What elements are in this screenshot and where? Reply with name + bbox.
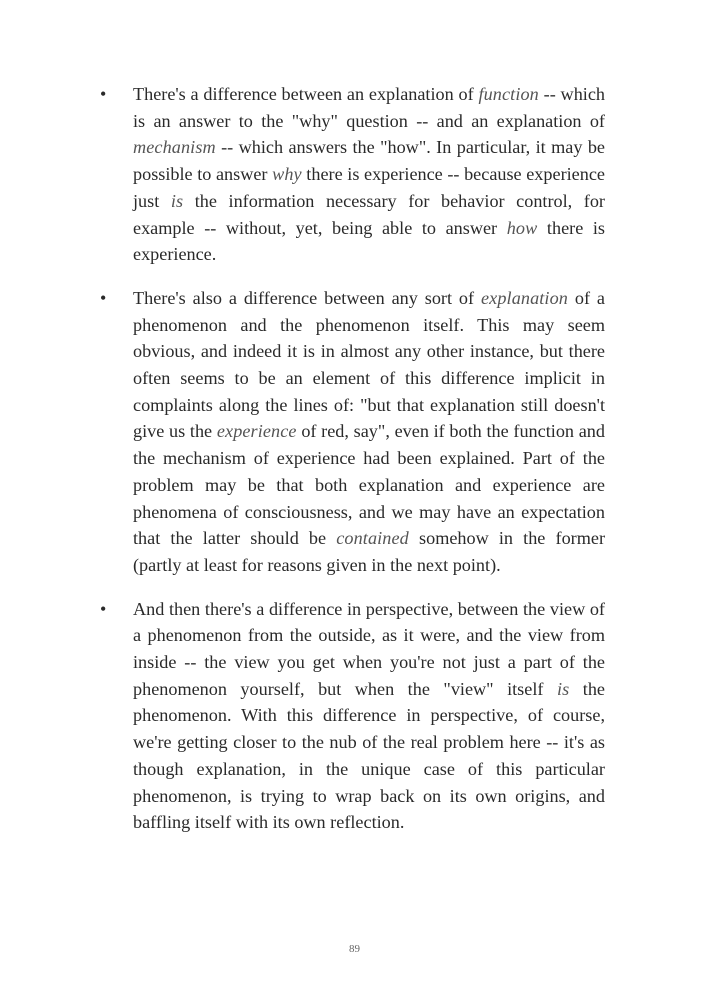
- bullet-icon: •: [100, 84, 107, 104]
- text-segment: there is experience.: [133, 217, 605, 265]
- bullet-icon: •: [100, 598, 107, 619]
- text-segment: the information necessary for behavior control, for example -- without, yet, being able to answer: [133, 190, 605, 238]
- bullet-item-function-vs-mechanism: [100, 81, 605, 268]
- bullet-icon: •: [100, 287, 107, 308]
- italic-term-function: function: [478, 84, 539, 104]
- text-segment: -- which is an answer to the "why" question -- and an explanation of: [133, 84, 606, 131]
- text-segment: of red, say", even if both the function and the mechanism of experience had been explained. Part of the problem may be that both explanation and experience are phenomena of consciousness, and we may have an expectation that the latter should be: [133, 421, 605, 549]
- italic-term-experience: experience: [216, 421, 297, 442]
- italic-term-is: is: [556, 678, 570, 699]
- text-segment: -- which answers the "how". In particular, it may be possible to answer: [133, 137, 605, 185]
- text-segment: There's a difference between an explanation of: [133, 84, 479, 104]
- text-segment: of a phenomenon and the phenomenon itself. This may seem obvious, and indeed it is in almost any other instance, but there often seems to be an element of this difference implicit in complaints along the lines of: "but that explanation still doesn't give us the: [133, 287, 605, 442]
- bullet-item-explanation-vs-phenomenon: [100, 285, 605, 579]
- text-segment: there is experience -- because experience just: [133, 164, 605, 211]
- italic-term-contained: contained: [336, 528, 409, 549]
- bullet-item-perspective: [100, 596, 605, 836]
- italic-term-is: is: [170, 190, 184, 211]
- text-segment: And then there's a difference in perspective, between the view of a phenomenon from the outside, as it were, and the view from inside -- the view you get when you're not just a part of the phenomenon yourself, but when the "view" itself: [133, 598, 605, 699]
- page-number: 89: [349, 943, 360, 955]
- italic-term-why: why: [272, 164, 302, 185]
- italic-term-how: how: [506, 217, 538, 238]
- text-segment: There's also a difference between any sort of: [133, 287, 481, 308]
- italic-term-explanation: explanation: [481, 287, 568, 308]
- text-segment: somehow in the former (partly at least for reasons given in the next point).: [133, 528, 606, 575]
- bullet-list: [100, 81, 605, 853]
- text-segment: the phenomenon. With this difference in perspective, of course, we're getting closer to the nub of the real problem here -- it's as though explanation, in the unique case of this particular phenomenon, is trying to wrap back on its own origins, and baffling itself with its own reflection.: [133, 678, 605, 833]
- italic-term-mechanism: mechanism: [133, 137, 216, 158]
